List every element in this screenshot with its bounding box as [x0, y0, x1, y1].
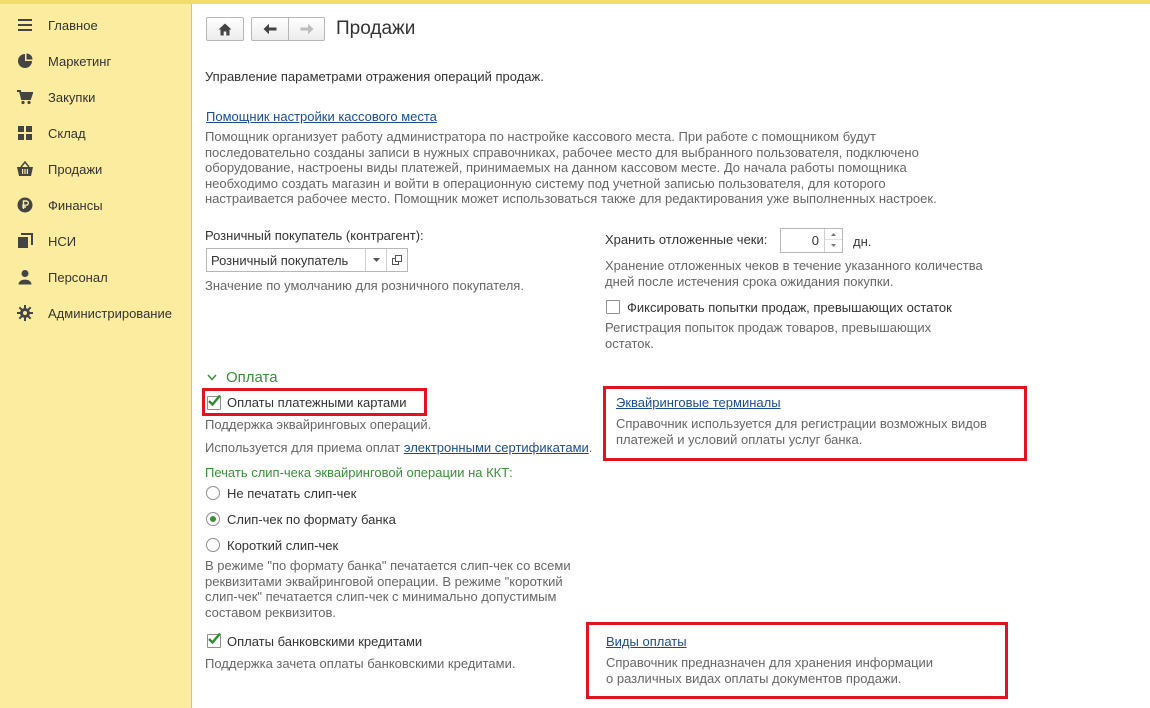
record-attempts-label[interactable]: Фиксировать попытки продаж, превышающих остаток: [627, 300, 952, 315]
hint-line: составом реквизитов.: [205, 604, 337, 620]
deferred-checks-input[interactable]: [780, 228, 843, 253]
deferred-checks-label: Хранить отложенные чеки:: [605, 232, 768, 247]
retail-customer-open[interactable]: [386, 249, 407, 271]
radio-selected-dot: [210, 516, 216, 522]
open-form-icon: [392, 255, 402, 265]
hint-line: остаток.: [605, 335, 654, 351]
sidebar-item-label: Персонал: [48, 270, 108, 285]
sidebar-item-administration[interactable]: [0, 295, 191, 331]
hint-line: реквизитами эквайринговой операции. В режиме "короткий: [205, 573, 563, 589]
card-payments-usage: [205, 440, 592, 455]
chevron-down-icon[interactable]: [207, 374, 217, 381]
deferred-checks-unit: дн.: [853, 234, 872, 249]
wizard-desc-line: последовательно созданы записи в нужных справочниках, рабочее место для выбранного пользователя, подключено: [205, 144, 919, 160]
sidebar-item-label: Финансы: [48, 198, 103, 213]
wizard-link[interactable]: Помощник настройки кассового места: [206, 109, 437, 124]
slip-print-hint: [205, 558, 571, 620]
highlight-box: [586, 622, 1008, 699]
page-title: Продажи: [336, 18, 416, 39]
sidebar-item-label: Маркетинг: [48, 54, 112, 69]
wizard-desc-line: оборудование, настроены виды платежей, принимаемых на данном кассовом месте. До начала работы помощника: [205, 160, 907, 175]
retail-customer-value[interactable]: Розничный покупатель: [211, 253, 349, 268]
wizard-desc-line: необходимо создать магазин и войти в операционную систему под учетной записью пользователя, для которого: [205, 175, 886, 191]
radio-bank-format-label[interactable]: Слип-чек по формату банка: [227, 512, 396, 527]
electronic-certificates-link[interactable]: электронными сертификатами: [403, 440, 589, 455]
sidebar-item-marketing[interactable]: [0, 43, 191, 79]
sidebar-item-label: Администрирование: [48, 306, 172, 321]
desc-line: Справочник используется для регистрации возможных видов: [616, 416, 987, 431]
desc-line: платежей и условий оплаты услуг банка.: [616, 431, 863, 447]
wizard-desc-line: настраивается рабочее место. Помощник может использоваться также для редактирования уже выполненных настроек.: [205, 191, 937, 206]
hint-line: Хранение отложенных чеков в течение указанного количества: [605, 258, 983, 273]
radio-no-slip-label[interactable]: Не печатать слип-чек: [227, 486, 357, 501]
grid-icon: [17, 125, 33, 141]
back-button[interactable]: [251, 17, 289, 41]
wizard-description: [205, 129, 985, 207]
basket-icon: [17, 161, 33, 177]
radio-short-slip[interactable]: [206, 538, 220, 552]
caret-down-icon: [831, 244, 836, 247]
sidebar-item-label: Склад: [48, 126, 86, 141]
usage-suffix: .: [588, 440, 593, 455]
radio-bank-format[interactable]: [206, 512, 220, 526]
deferred-checks-value[interactable]: 0: [811, 233, 819, 248]
bank-credit-hint: Поддержка зачета оплаты банковскими кредитами.: [205, 656, 516, 671]
sidebar-item-label: Закупки: [48, 90, 96, 105]
spin-buttons: [824, 229, 842, 252]
sidebar-item-warehouse[interactable]: [0, 115, 191, 151]
hint-line: дней после истечения срока ожидания покупки.: [605, 273, 894, 289]
retail-customer-label: Розничный покупатель (контрагент):: [205, 228, 424, 243]
sidebar-item-label: Главное: [48, 18, 98, 33]
acquiring-terminals-link[interactable]: Эквайринговые терминалы: [616, 395, 781, 410]
bank-credit-label[interactable]: Оплаты банковскими кредитами: [227, 634, 423, 649]
desc-line: о различных видах оплаты документов продажи.: [606, 670, 902, 686]
sidebar-item-label: Продажи: [48, 162, 103, 177]
arrow-right-icon: [300, 23, 314, 35]
sidebar-item-sales[interactable]: [0, 151, 191, 187]
spin-down-button[interactable]: [825, 240, 842, 251]
wizard-desc-line: Помощник организует работу администратора по настройке кассового места. При работе с помощником будут: [205, 129, 877, 144]
checkmark-icon: [207, 632, 221, 646]
highlight-box: [603, 386, 1027, 461]
sidebar-item-nsi[interactable]: [0, 223, 191, 259]
sidebar-item-purchases[interactable]: [0, 79, 191, 115]
chevron-down-icon: [373, 258, 380, 262]
hint-line: В режиме "по формату банка" печатается слип-чек со всеми: [205, 558, 571, 573]
page-description: Управление параметрами отражения операций продаж.: [205, 69, 544, 84]
payment-types-link[interactable]: Виды оплаты: [606, 634, 687, 649]
hint-line: слип-чек" печатается слип-чек с минимально допустимым: [205, 589, 557, 604]
radio-short-slip-label[interactable]: Короткий слип-чек: [227, 538, 339, 553]
sidebar-item-personnel[interactable]: [0, 259, 191, 295]
sidebar-item-main[interactable]: [0, 7, 191, 43]
retail-customer-dropdown[interactable]: [365, 249, 386, 271]
sidebar: [0, 4, 192, 708]
caret-up-icon: [831, 233, 836, 236]
hint-line: Регистрация попыток продаж товаров, превышающих: [605, 320, 932, 335]
bank-credit-checkbox[interactable]: [207, 634, 221, 648]
cart-icon: [17, 89, 33, 105]
retail-customer-field[interactable]: [206, 248, 408, 272]
record-attempts-hint: [605, 320, 931, 351]
forward-button[interactable]: [288, 17, 325, 41]
retail-customer-hint: Значение по умолчанию для розничного покупателя.: [205, 278, 524, 293]
payment-section-title[interactable]: Оплата: [226, 369, 278, 386]
books-icon: [17, 233, 33, 249]
radio-no-slip[interactable]: [206, 486, 220, 500]
pie-chart-icon: [17, 53, 33, 69]
slip-print-label: Печать слип-чека эквайринговой операции на ККТ:: [205, 465, 513, 480]
menu-lines-icon: [17, 17, 33, 33]
card-payments-label[interactable]: Оплаты платежными картами: [227, 395, 407, 410]
spin-up-button[interactable]: [825, 229, 842, 240]
home-button[interactable]: [206, 17, 244, 41]
highlight-box: [202, 388, 427, 416]
ruble-icon: [17, 197, 33, 213]
sidebar-item-label: НСИ: [48, 234, 77, 249]
usage-prefix: Используется для приема оплат: [205, 440, 404, 455]
person-icon: [17, 269, 33, 285]
arrow-left-icon: [263, 23, 277, 35]
home-icon: [218, 23, 232, 36]
desc-line: Справочник предназначен для хранения информации: [606, 655, 934, 670]
main-content: [193, 4, 1150, 708]
record-attempts-checkbox[interactable]: [606, 300, 620, 314]
gear-icon: [17, 305, 33, 321]
card-payments-hint: Поддержка эквайринговых операций.: [205, 417, 432, 432]
sidebar-item-finance[interactable]: [0, 187, 191, 223]
deferred-checks-hint: [605, 258, 983, 289]
